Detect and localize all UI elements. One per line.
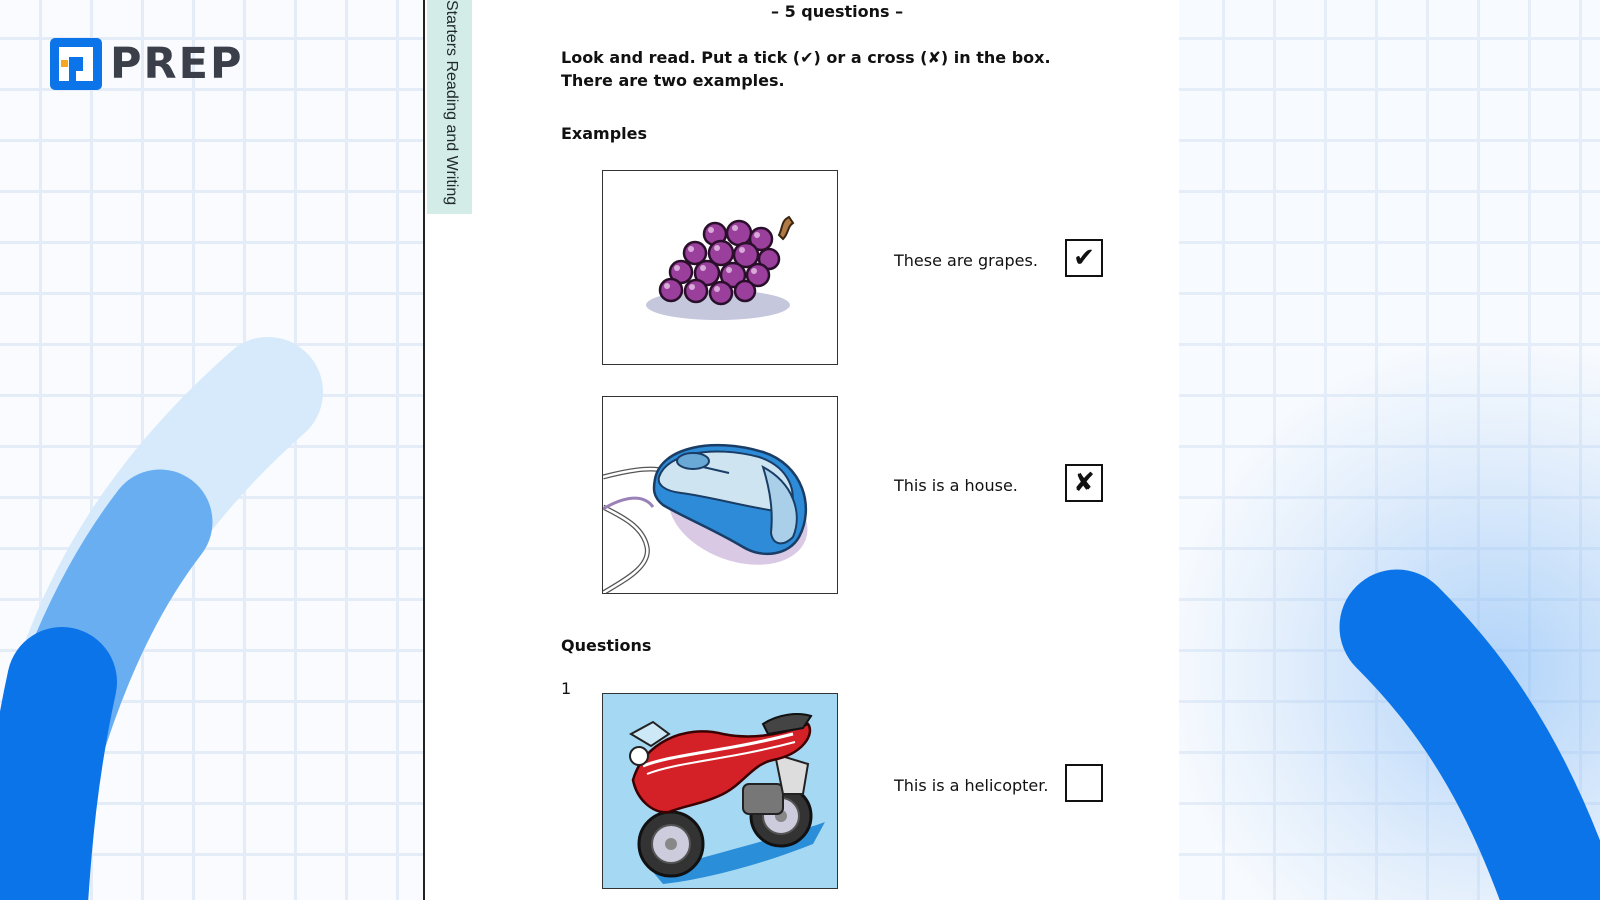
prep-logo-text: PREP: [110, 38, 244, 89]
mouse-illustration: [603, 397, 837, 593]
question-1-sentence: This is a helicopter.: [894, 776, 1049, 795]
examples-heading: Examples: [561, 124, 648, 143]
question-1-answer-box[interactable]: [1065, 764, 1103, 802]
example-1-sentence: These are grapes.: [894, 251, 1038, 270]
instruction-line-2: There are two examples.: [561, 71, 785, 90]
example-2-answer-box[interactable]: ✘: [1065, 464, 1103, 502]
grapes-picture: [602, 170, 838, 365]
worksheet-page: [423, 0, 1179, 900]
grapes-illustration: [603, 171, 837, 364]
question-1-number: 1: [561, 679, 572, 698]
motorbike-picture: [602, 693, 838, 889]
mouse-picture: [602, 396, 838, 594]
side-tab-label: Starters Reading and Writing: [443, 0, 460, 206]
example-1-answer-box[interactable]: ✔: [1065, 239, 1103, 277]
instructions: [561, 46, 1051, 92]
motorbike-illustration: [603, 694, 837, 888]
prep-logo[interactable]: [50, 38, 244, 90]
example-2-sentence: This is a house.: [894, 476, 1018, 495]
question-count: – 5 questions –: [771, 2, 904, 21]
questions-heading: Questions: [561, 636, 652, 655]
prep-logo-icon: [50, 38, 102, 90]
side-tab: [427, 0, 472, 214]
instruction-line-1: Look and read. Put a tick (✔) or a cross (✘) in the box.: [561, 48, 1051, 67]
